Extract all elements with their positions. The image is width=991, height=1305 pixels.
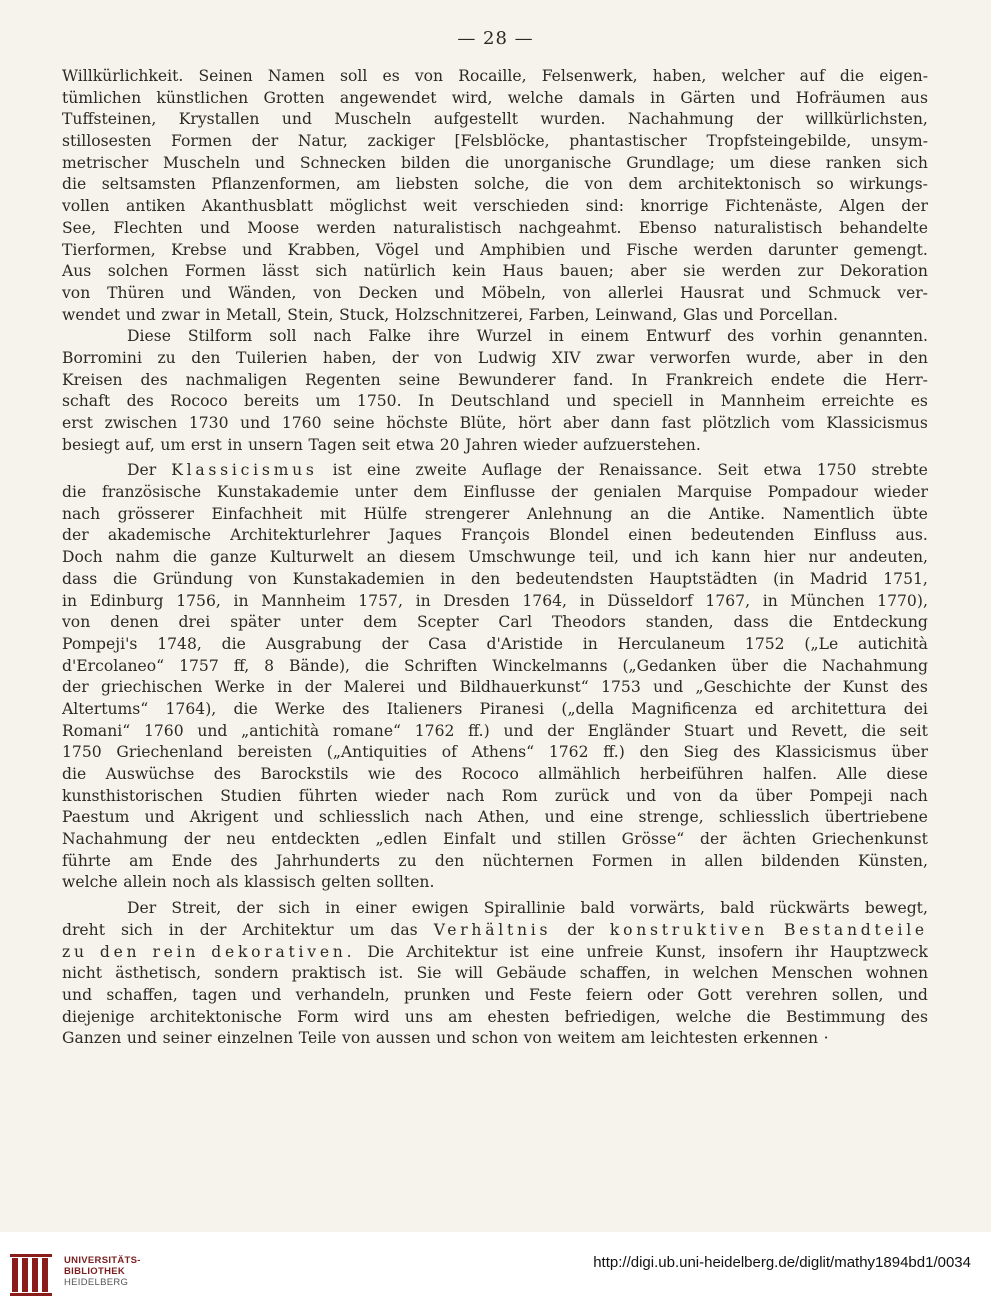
text-line: Pompeji's 1748, die Ausgrabung der Casa d'Aristide in Herculaneum 1752 („Le autichità: [62, 634, 928, 653]
text-line: Aus solchen Formen lässt sich natürlich kein Haus bauen; aber sie werden zur Dekoration: [62, 262, 928, 281]
text-line: Nachahmung der neu entdeckten „edlen Einfalt und stillen Grösse“ der ächten Griechenkunst: [62, 830, 928, 849]
text-line: Borromini zu den Tuilerien haben, der von Ludwig XIV zwar verworfen wurde, aber in den: [62, 348, 928, 367]
text-line: schaft des Rococo bereits um 1750. In Deutschland und speciell in Mannheim erreichte es: [62, 392, 928, 411]
text-line: d'Ercolaneo“ 1757 ff, 8 Bände), die Schriften Winckelmanns („Gedanken über die Nachahmung: [62, 656, 928, 675]
text-line: in Edinburg 1756, in Mannheim 1757, in Dresden 1764, in Düsseldorf 1767, in München 1770),: [62, 591, 928, 610]
text-line: vollen antiken Akanthusblatt möglichst weit verschieden sind: knorrige Fichtenäste, Algen der: [62, 197, 928, 216]
text-line: führte am Ende des Jahrhunderts zu den nüchternen Formen in allen bildenden Künsten,: [62, 851, 928, 870]
text-line: welche allein noch als klassisch gelten sollten.: [62, 873, 435, 892]
text-line: Diese Stilform soll nach Falke ihre Wurzel in einem Entwurf des vorhin genannten.: [127, 327, 928, 346]
paragraph-1: [62, 66, 928, 326]
text-line: von denen drei später unter dem Scepter Carl Theodors standen, dass die Entdeckung: [62, 613, 928, 632]
text-line: nach grösserer Einfachheit mit Hülfe strengerer Anlehnung an die Antike. Namentlich übte: [62, 504, 928, 523]
paragraph-2: [62, 326, 928, 456]
source-url-link[interactable]: http://digi.ub.uni-heidelberg.de/diglit/mathy1894bd1/0034: [593, 1254, 971, 1271]
text-line: Doch nahm die ganze Kulturwelt an diesem Umschwunge teil, und ich kann hier nur andeuten,: [62, 548, 928, 567]
library-logo[interactable]: [10, 1252, 170, 1298]
text-line: besiegt auf, um erst in unsern Tagen seit etwa 20 Jahren wieder aufzuerstehen.: [62, 435, 701, 454]
text-line: wendet und zwar in Metall, Stein, Stuck, Holzschnitzerei, Farben, Leinwand, Glas und Porcellan.: [62, 305, 838, 324]
page-number: — 28 —: [457, 28, 534, 49]
text-line: Paestum und Akrigent und schliesslich nach Athen, und eine strenge, schliesslich übertriebene: [62, 808, 928, 827]
text-line: Tuffsteinen, Krystallen und Muscheln aufgestellt wurden. Nachahmung der willkürlichsten,: [62, 110, 928, 129]
paragraph-4: [62, 898, 928, 1050]
text-line: Ganzen und seiner einzelnen Teile von aussen und schon von weitem am leichtesten erkennen ·: [62, 1029, 829, 1048]
text-line: der griechischen Werke in der Malerei und Bildhauerkunst“ 1753 und „Geschichte der Kunst des: [62, 678, 928, 697]
text-line: Der Klassicismus ist eine zweite Auflage der Renaissance. Seit etwa 1750 strebte: [127, 461, 928, 480]
text-line: Der Streit, der sich in einer ewigen Spirallinie bald vorwärts, bald rückwärts bewegt,: [127, 899, 928, 918]
text-line: tümlichen künstlichen Grotten angewendet wird, welche damals in Gärten und Hofräumen aus: [62, 88, 928, 107]
text-line: See, Flechten und Moose werden naturalistisch nachgeahmt. Ebenso naturalistisch behandelte: [62, 218, 928, 237]
text-line: Kreisen des nachmaligen Regenten seine Bewunderer fand. In Frankreich endete die Herr-: [62, 370, 928, 389]
text-line: stillosesten Formen der Natur, zackiger [Felsblöcke, phantastischer Tropfsteingebilde, unsym-: [62, 132, 928, 151]
text-line: diejenige architektonische Form wird uns am ehesten befriedigen, welche die Bestimmung des: [62, 1007, 928, 1026]
text-line: dreht sich in der Architektur um das Verhältnis der konstruktiven Bestandteile: [62, 920, 928, 939]
body-text: [62, 66, 928, 1050]
library-seal-icon: [10, 1252, 56, 1298]
text-line: erst zwischen 1730 und 1760 seine höchste Blüte, hört aber dann fast plötzlich vom Klassicismus: [62, 414, 928, 432]
text-line: Romani“ 1760 und „antichità romane“ 1762 ff.) und der Engländer Stuart und Revett, die seit: [62, 721, 928, 740]
text-line: 1750 Griechenland bereisten („Antiquities of Athens“ 1762 ff.) den Sieg des Klassicismus über: [62, 743, 928, 762]
text-line: und schaffen, tagen und verhandeln, prunken und Feste feiern oder Gott verehren sollen, und: [62, 985, 928, 1004]
text-line: Willkürlichkeit. Seinen Namen soll es von Rocaille, Felsenwerk, haben, welcher auf die eigen-: [62, 67, 928, 85]
text-line: metrischer Muscheln und Schnecken bilden die unorganische Grundlage; um diese ranken sich: [62, 153, 928, 172]
library-name: UNIVERSITÄTS- BIBLIOTHEK HEIDELBERG: [64, 1255, 141, 1288]
text-line: nicht ästhetisch, sondern praktisch ist. Sie will Gebäude schaffen, in welchen Menschen wohnen: [62, 964, 928, 983]
text-line: Tierformen, Krebse und Krabben, Vögel und Amphibien und Fische werden darunter gemengt.: [62, 240, 928, 259]
text-line: dass die Gründung von Kunstakademien in den bedeutendsten Hauptstädten (in Madrid 1751,: [62, 569, 928, 588]
text-line: von Thüren und Wänden, von Decken und Möbeln, von allerlei Hausrat und Schmuck ver-: [62, 283, 928, 302]
text-line: die französische Kunstakademie unter dem Einflusse der genialen Marquise Pompadour wieder: [62, 483, 928, 502]
text-line: die Auswüchse des Barockstils wie des Rococo allmählich herbeiführen halfen. Alle diese: [62, 765, 928, 783]
footer-bar: [0, 1232, 991, 1305]
paragraph-3: [62, 460, 928, 894]
text-line: kunsthistorischen Studien führten wieder nach Rom zurück und von da über Pompeji nach: [62, 786, 928, 805]
text-line: Altertums“ 1764), die Werke des Italieners Piranesi („della Magnificenza ed architettura dei: [62, 699, 928, 718]
text-line: die seltsamsten Pflanzenformen, am liebsten solche, die von dem architektonisch so wirkungs-: [62, 175, 928, 194]
text-line: der akademische Architekturlehrer Jaques François Blondel einen bedeutenden Einfluss aus.: [62, 526, 928, 545]
text-line: zu den rein dekorativen. Die Architektur ist eine unfreie Kunst, insofern ihr Hauptzweck: [62, 942, 928, 961]
